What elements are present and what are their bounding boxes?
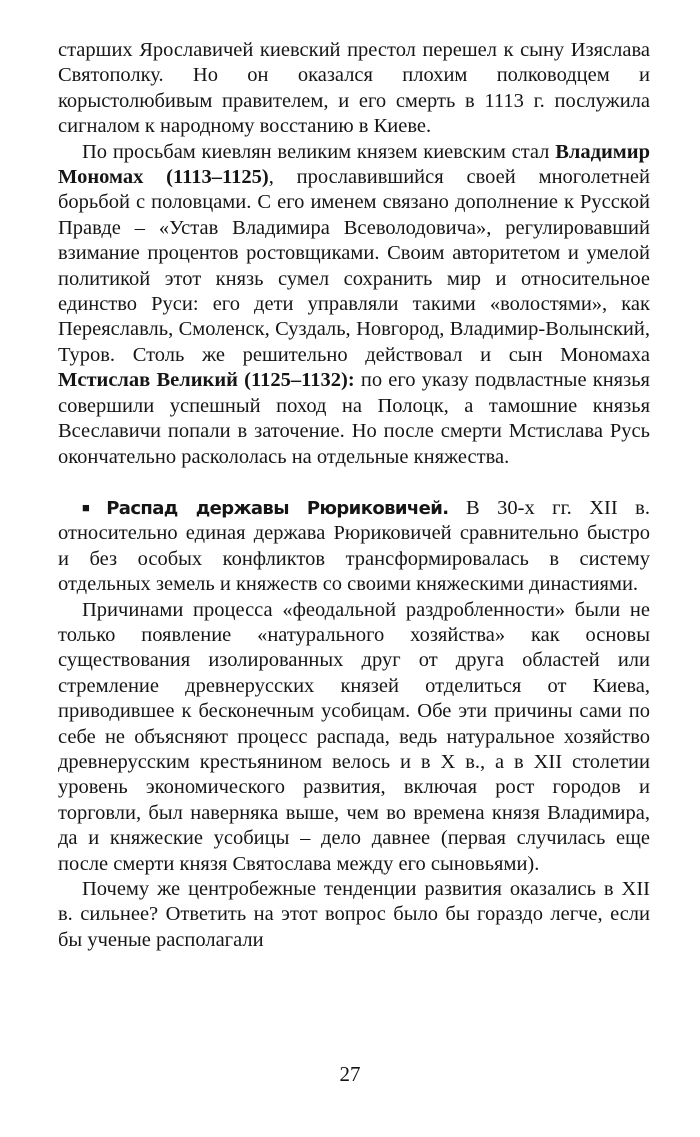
text-run: старших Ярославичей киевский престол перешел к сыну Изяслава Святополку. Но он оказался плохим полководцем и корыстолюбивым правителем, и его смерть в 1113 г. послужила сигналом к народному восстанию в Киеве. — [58, 39, 650, 138]
paragraph-5 — [58, 877, 650, 953]
paragraph-3 — [58, 495, 650, 598]
paragraph-2 — [58, 140, 650, 470]
text-run: В 30-х гг. XII в. относительно единая держава Рюриковичей сравнительно быстро и без особых конфликтов трансформировалась в систему отдельных земель и княжеств со своими княжескими династиями. — [58, 496, 650, 596]
page-number: 27 — [339, 1062, 361, 1086]
section-heading: Распад державы Рюриковичей. — [106, 497, 449, 519]
paragraph-4 — [58, 598, 650, 877]
text-run: по его указу подвластные князья совершили успешный поход на Полоцк, а тамошние князья Всеславичи попали в заточение. Но после смерти Мстислава Русь окончательно раскололась на отдельные княжества. — [58, 369, 650, 468]
square-bullet-icon: ■ — [82, 499, 103, 515]
text-run: , прославившийся своей многолетней борьбой с половцами. С его именем связано дополнение к Русской Правде – «Устав Владимира Всеволодовича», регулировавший взимание процентов ростовщиками. Своим авторитетом и умелой политикой этот князь сумел сохранить мир и относительное единство Руси: его дети управляли такими «волостями», как Переяславль, Смоленск, Суздаль, Новгород, Владимир-Волынский, Туров. Столь же решительно действовал и сын Мономаха — [58, 166, 650, 366]
text-run: Почему же центробежные тенденции развития оказались в XII в. сильнее? Ответить на этот вопрос было бы гораздо легче, если бы ученые располагали — [58, 878, 650, 951]
bold-name-vladimir-monomakh: Владимир Мономах (1113–1125) — [58, 140, 650, 189]
text-run: По просьбам киевлян великим князем киевским стал — [82, 140, 556, 163]
text-run: Причинами процесса «феодальной раздробленности» были не только появление «натурального хозяйства» как основы существования изолированных друг от друга областей или стремление древнерусских князей отделиться от Киева, приводившее к бесконечным усобицам. Обе эти причины сами по себе не объясняют процесс распада, ведь натуральное хозяйство древнерусским крестьянином велось и в X в., а в XII столетии уровень экономического развития, включая рост городов и торговли, был наверняка выше, чем во времена князя Владимира, да и княжеские усобицы – дело давнее (первая случилась еще после смерти князя Святослава между его сыновьями). — [58, 598, 650, 875]
book-page — [58, 38, 650, 1098]
bold-name-mstislav: Мстислав Великий (1125–1132): — [58, 369, 355, 392]
paragraph-1 — [58, 38, 650, 140]
